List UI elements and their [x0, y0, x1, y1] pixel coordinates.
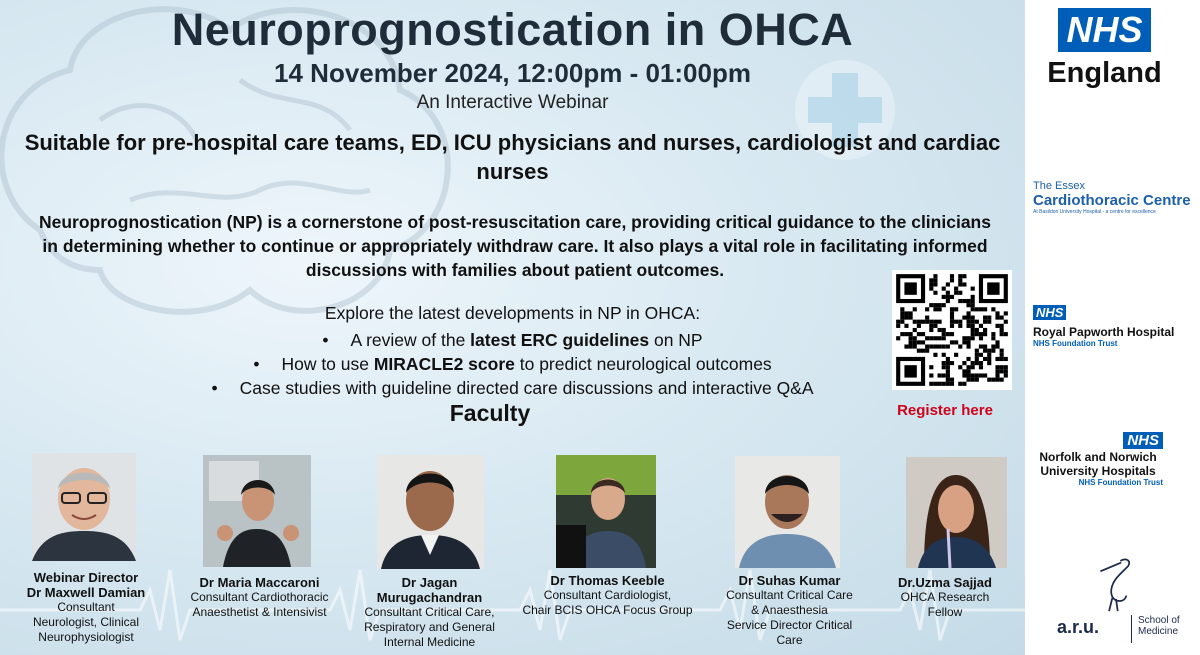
school-label: School of Medicine	[1131, 615, 1180, 643]
intro-line: in determining whether to continue or appropriately withdraw care. It also plays a vital role in facilitating informed	[42, 236, 988, 256]
nhs-badge: NHS	[1033, 305, 1066, 320]
norfolk-norwich-logo: NHS Norfolk and Norwich University Hospitals NHS Foundation Trust	[1039, 432, 1163, 487]
faculty-caption-uzma-sajjad: Dr.Uzma Sajjad OHCA Research Fellow	[898, 575, 992, 619]
registration-qr-code[interactable]	[892, 270, 1012, 390]
essex-cardiothoracic-logo: The Essex Cardiothoracic Centre At Basildon University Hospital - a centre for excellence	[1033, 180, 1191, 215]
faculty-photo-maria-maccaroni	[203, 455, 311, 567]
faculty-caption-jagan-murugachandran: Dr Jagan Murugachandran Consultant Critical Care, Respiratory and General Internal Medicine	[364, 575, 495, 649]
intro-line: Neuroprognostication (NP) is a cornerstone of post-resuscitation care, providing critical guidance to the clinicians	[39, 212, 991, 232]
event-subtitle: An Interactive Webinar	[416, 92, 609, 113]
explore-heading: Explore the latest developments in NP in OHCA:	[324, 303, 701, 323]
nhs-england-name: England	[1047, 57, 1162, 89]
nhs-badge: NHS	[1123, 432, 1163, 449]
list-item: • How to use MIRACLE2 score to predict neurological outcomes	[253, 354, 772, 374]
faculty-heading: Faculty	[449, 400, 531, 426]
heron-icon	[1090, 555, 1142, 617]
partner-logo-sidebar	[1025, 0, 1200, 655]
list-item: • Case studies with guideline directed care discussions and interactive Q&A	[211, 378, 814, 398]
list-item: • A review of the latest ERC guidelines on NP	[322, 330, 703, 350]
audience-text: Suitable for pre-hospital care teams, ED, ICU physicians and nurses, cardiologist and cardiac nurses	[24, 130, 1001, 184]
faculty-caption-maria-maccaroni: Dr Maria Maccaroni Consultant Cardiothoracic Anaesthetist & Intensivist	[190, 575, 329, 619]
intro-paragraph	[5, 210, 1025, 282]
event-date-time: 14 November 2024, 12:00pm - 01:00pm	[274, 58, 751, 88]
aru-school-of-medicine-logo: a.r.u. School of Medicine	[1045, 555, 1200, 650]
nhs-badge: NHS	[1058, 8, 1150, 52]
topic-list	[0, 328, 1025, 400]
royal-papworth-logo: NHS Royal Papworth Hospital NHS Foundation Trust	[1033, 305, 1175, 348]
intro-line: discussions with families about patient outcomes.	[305, 260, 725, 280]
faculty-photo-jagan-murugachandran	[377, 455, 484, 569]
faculty-photo-maxwell-damian	[32, 453, 136, 561]
faculty-photo-uzma-sajjad	[906, 457, 1007, 568]
faculty-caption-thomas-keeble: Dr Thomas Keeble Consultant Cardiologist, Chair BCIS OHCA Focus Group	[522, 573, 693, 617]
faculty-photo-thomas-keeble	[556, 455, 656, 568]
page-title: Neuroprognostication in OHCA	[171, 4, 854, 55]
faculty-caption-maxwell-damian: Webinar Director Dr Maxwell Damian Consultant Neurologist, Clinical Neurophysiologist	[26, 570, 146, 644]
nhs-england-logo	[1042, 8, 1167, 90]
register-link[interactable]: Register here	[897, 402, 993, 419]
faculty-caption-suhas-kumar: Dr Suhas Kumar Consultant Critical Care & Anaesthesia Service Director Critical Care	[726, 573, 853, 647]
faculty-photo-suhas-kumar	[735, 456, 840, 568]
